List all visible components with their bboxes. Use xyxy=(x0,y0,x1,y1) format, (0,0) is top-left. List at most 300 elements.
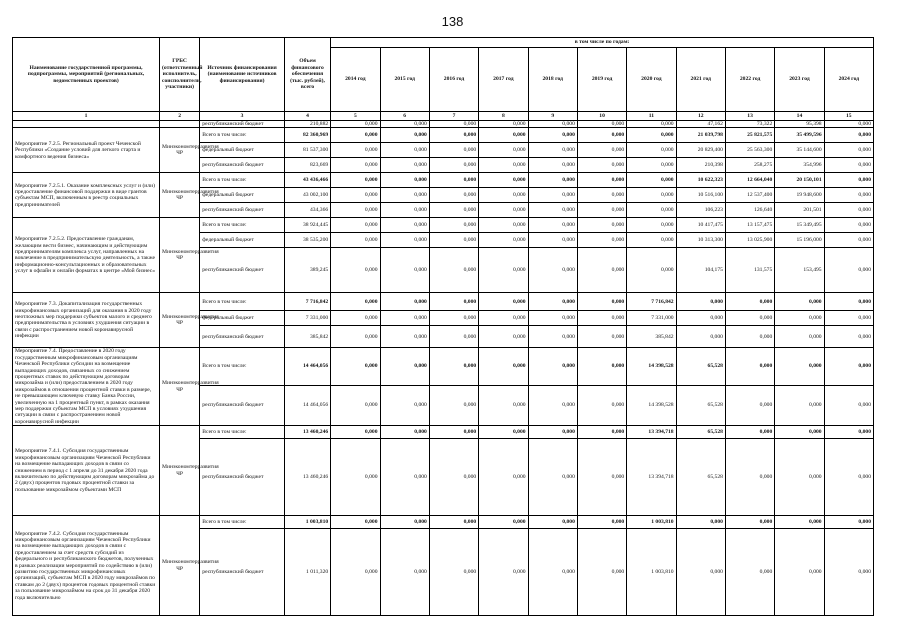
value-cell: 0,000 xyxy=(528,158,577,173)
value-cell: 0,000 xyxy=(429,326,478,348)
budget-table xyxy=(12,37,874,616)
value-cell: 0,000 xyxy=(331,128,380,143)
value-cell: 126,640 xyxy=(725,203,774,218)
value-cell: 0,000 xyxy=(627,248,676,293)
value-cell: 0,000 xyxy=(577,158,626,173)
value-cell: 0,000 xyxy=(676,311,725,326)
value-cell: 0,000 xyxy=(577,439,626,516)
value-cell: 47,162 xyxy=(676,121,725,128)
header-year: 2017 год xyxy=(479,48,528,112)
header-year: 2014 год xyxy=(331,48,380,112)
value-cell: 13 157,475 xyxy=(725,218,774,233)
value-cell: 0,000 xyxy=(577,121,626,128)
value-cell: 0,000 xyxy=(429,385,478,426)
column-number: 10 xyxy=(577,112,626,121)
value-cell: 1 003,810 xyxy=(627,529,676,616)
column-number: 7 xyxy=(429,112,478,121)
value-cell: 0,000 xyxy=(528,203,577,218)
table-row xyxy=(13,516,874,529)
value-cell: 0,000 xyxy=(725,516,774,529)
value-cell: 0,000 xyxy=(627,173,676,188)
value-cell: 35 144,600 xyxy=(775,143,824,158)
grbs-cell: Минэкономтерразвития ЧР xyxy=(160,173,200,218)
column-number: 3 xyxy=(200,112,285,121)
value-cell: 0,000 xyxy=(824,158,873,173)
value-cell: 0,000 xyxy=(824,439,873,516)
value-cell: 15 349,495 xyxy=(775,218,824,233)
header-year: 2020 год xyxy=(627,48,676,112)
value-cell: 0,000 xyxy=(627,158,676,173)
column-number: 5 xyxy=(331,112,380,121)
value-cell: 0,000 xyxy=(380,516,429,529)
value-cell: 65,528 xyxy=(676,439,725,516)
column-number: 9 xyxy=(528,112,577,121)
value-cell: 0,000 xyxy=(528,218,577,233)
value-cell: 0,000 xyxy=(331,426,380,439)
value-cell: 0,000 xyxy=(824,128,873,143)
column-number: 8 xyxy=(479,112,528,121)
table-header xyxy=(13,38,874,121)
activity-name: Мероприятие 7.2.5. Региональный проект Чеченской Республики «Создание условий для легкого старта и комфортного ведения бизнеса» xyxy=(13,128,160,173)
header-grbs: ГРБС (ответственный исполнитель, соисполнители, участники) xyxy=(160,38,200,112)
value-cell: 0,000 xyxy=(429,529,478,616)
value-cell: 12 537,400 xyxy=(725,188,774,203)
value-cell: 14 398,528 xyxy=(627,385,676,426)
value-cell: 12 664,040 xyxy=(725,173,774,188)
total-cell: 823,669 xyxy=(284,158,330,173)
value-cell: 0,000 xyxy=(775,293,824,311)
activity-name: Мероприятие 7.4.2. Субсидия государственным микрофинансовым организациям Чеченской Республики на возмещение выпадающих доходов в связи с предоставлением за счет средств субсидий из федерального и республиканского бюджетов, полученных в рамках реализации мероприятий по содействию в (или) развитию государственных микрофинансовых организаций, субъектам МСП в 2020 году микрозаймов по ставкам до 2 (двух) процентов годовых процентной ставки за пользование микрозаймом на срок до 31 декабря 2020 года включительно xyxy=(13,516,160,616)
grbs-cell xyxy=(160,121,200,128)
source-cell: Всего в том числе: xyxy=(200,128,285,143)
value-cell: 0,000 xyxy=(577,293,626,311)
value-cell: 0,000 xyxy=(824,385,873,426)
value-cell: 0,000 xyxy=(479,385,528,426)
value-cell: 0,000 xyxy=(577,173,626,188)
value-cell: 0,000 xyxy=(331,248,380,293)
value-cell: 0,000 xyxy=(380,203,429,218)
table-row xyxy=(13,348,874,385)
header-year: 2018 год xyxy=(528,48,577,112)
source-cell: республиканский бюджет xyxy=(200,203,285,218)
value-cell: 0,000 xyxy=(429,233,478,248)
value-cell: 0,000 xyxy=(479,311,528,326)
value-cell: 0,000 xyxy=(380,218,429,233)
source-cell: республиканский бюджет xyxy=(200,529,285,616)
value-cell: 0,000 xyxy=(429,426,478,439)
grbs-cell: Минэкономтерразвития ЧР xyxy=(160,218,200,293)
grbs-cell: Минэкономтерразвития ЧР xyxy=(160,426,200,516)
activity-name: Мероприятие 7.2.5.1. Оказание комплексных услуг и (или) предоставление финансовой поддержки в виде грантов субъектам МСП, включенным в реестр социальных предпринимателей xyxy=(13,173,160,218)
table-row xyxy=(13,293,874,311)
value-cell: 0,000 xyxy=(331,516,380,529)
value-cell: 0,000 xyxy=(725,348,774,385)
value-cell: 0,000 xyxy=(528,293,577,311)
value-cell: 0,000 xyxy=(577,348,626,385)
value-cell: 0,000 xyxy=(577,233,626,248)
value-cell: 0,000 xyxy=(824,121,873,128)
value-cell: 0,000 xyxy=(479,203,528,218)
value-cell: 0,000 xyxy=(479,143,528,158)
grbs-cell: Минэкономтерразвития ЧР xyxy=(160,516,200,616)
value-cell: 14 398,528 xyxy=(627,348,676,385)
source-cell: Всего в том числе: xyxy=(200,348,285,385)
table-row-top xyxy=(13,121,874,128)
header-year: 2022 год xyxy=(725,48,774,112)
value-cell: 20 829,400 xyxy=(676,143,725,158)
total-cell: 210,882 xyxy=(284,121,330,128)
value-cell: 0,000 xyxy=(676,529,725,616)
page-number: 138 xyxy=(441,14,464,29)
value-cell: 0,000 xyxy=(331,173,380,188)
value-cell: 0,000 xyxy=(577,128,626,143)
value-cell: 0,000 xyxy=(824,143,873,158)
value-cell: 0,000 xyxy=(725,326,774,348)
grbs-cell: Минэкономтерразвития ЧР xyxy=(160,348,200,426)
value-cell: 0,000 xyxy=(824,326,873,348)
value-cell: 0,000 xyxy=(429,188,478,203)
value-cell: 0,000 xyxy=(577,529,626,616)
total-cell: 82 360,969 xyxy=(284,128,330,143)
source-cell: федеральный бюджет xyxy=(200,233,285,248)
value-cell: 13 394,718 xyxy=(627,439,676,516)
value-cell: 15 196,000 xyxy=(775,233,824,248)
value-cell: 13 394,718 xyxy=(627,426,676,439)
value-cell: 0,000 xyxy=(380,248,429,293)
value-cell: 0,000 xyxy=(528,439,577,516)
header-year: 2023 год xyxy=(775,48,824,112)
value-cell: 25 563,300 xyxy=(725,143,774,158)
value-cell: 0,000 xyxy=(528,143,577,158)
value-cell: 0,000 xyxy=(676,516,725,529)
value-cell: 0,000 xyxy=(528,128,577,143)
column-number: 13 xyxy=(725,112,774,121)
source-cell: республиканский бюджет xyxy=(200,121,285,128)
source-cell: федеральный бюджет xyxy=(200,143,285,158)
value-cell: 7 716,842 xyxy=(627,293,676,311)
source-cell: республиканский бюджет xyxy=(200,326,285,348)
value-cell: 25 821,575 xyxy=(725,128,774,143)
value-cell: 104,175 xyxy=(676,248,725,293)
value-cell: 0,000 xyxy=(577,248,626,293)
value-cell: 0,000 xyxy=(331,348,380,385)
value-cell: 0,000 xyxy=(528,516,577,529)
value-cell: 0,000 xyxy=(528,426,577,439)
value-cell: 0,000 xyxy=(331,218,380,233)
total-cell: 434,366 xyxy=(284,203,330,218)
total-cell: 14 464,056 xyxy=(284,385,330,426)
value-cell: 0,000 xyxy=(380,311,429,326)
table-row xyxy=(13,426,874,439)
value-cell: 10 417,475 xyxy=(676,218,725,233)
value-cell: 0,000 xyxy=(380,143,429,158)
value-cell: 0,000 xyxy=(479,173,528,188)
header-year: 2019 год xyxy=(577,48,626,112)
column-number: 14 xyxy=(775,112,824,121)
value-cell: 0,000 xyxy=(627,121,676,128)
value-cell: 0,000 xyxy=(479,233,528,248)
value-cell: 0,000 xyxy=(775,529,824,616)
value-cell: 0,000 xyxy=(528,385,577,426)
value-cell: 65,528 xyxy=(676,348,725,385)
value-cell: 0,000 xyxy=(775,439,824,516)
value-cell: 0,000 xyxy=(479,516,528,529)
column-number: 15 xyxy=(824,112,873,121)
source-cell: Всего в том числе: xyxy=(200,218,285,233)
value-cell: 0,000 xyxy=(528,311,577,326)
value-cell: 0,000 xyxy=(479,529,528,616)
value-cell: 7 331,000 xyxy=(627,311,676,326)
total-cell: 38 924,445 xyxy=(284,218,330,233)
value-cell: 0,000 xyxy=(775,348,824,385)
value-cell: 0,000 xyxy=(528,248,577,293)
value-cell: 0,000 xyxy=(429,248,478,293)
value-cell: 201,501 xyxy=(775,203,824,218)
value-cell: 0,000 xyxy=(577,311,626,326)
header-by-years: в том числе по годам: xyxy=(331,38,874,48)
value-cell: 0,000 xyxy=(479,188,528,203)
total-cell: 7 716,842 xyxy=(284,293,330,311)
grbs-cell: Минэкономтерразвития ЧР xyxy=(160,128,200,173)
source-cell: Всего в том числе: xyxy=(200,516,285,529)
value-cell: 0,000 xyxy=(725,439,774,516)
value-cell: 0,000 xyxy=(380,188,429,203)
value-cell: 0,000 xyxy=(775,385,824,426)
value-cell: 0,000 xyxy=(429,348,478,385)
value-cell: 0,000 xyxy=(725,385,774,426)
source-cell: республиканский бюджет xyxy=(200,158,285,173)
value-cell: 0,000 xyxy=(331,293,380,311)
source-cell: федеральный бюджет xyxy=(200,188,285,203)
value-cell: 0,000 xyxy=(429,311,478,326)
column-number: 11 xyxy=(627,112,676,121)
value-cell: 0,000 xyxy=(676,326,725,348)
column-number: 6 xyxy=(380,112,429,121)
header-year: 2015 год xyxy=(380,48,429,112)
value-cell: 0,000 xyxy=(479,326,528,348)
value-cell: 385,842 xyxy=(627,326,676,348)
total-cell: 13 460,246 xyxy=(284,426,330,439)
value-cell: 0,000 xyxy=(429,218,478,233)
value-cell: 21 039,798 xyxy=(676,128,725,143)
total-cell: 13 460,246 xyxy=(284,439,330,516)
value-cell: 0,000 xyxy=(429,293,478,311)
table-row xyxy=(13,218,874,233)
value-cell: 0,000 xyxy=(627,218,676,233)
value-cell: 0,000 xyxy=(331,326,380,348)
value-cell: 65,528 xyxy=(676,426,725,439)
value-cell: 0,000 xyxy=(479,218,528,233)
value-cell: 0,000 xyxy=(627,128,676,143)
column-number: 4 xyxy=(284,112,330,121)
value-cell: 0,000 xyxy=(380,158,429,173)
value-cell: 0,000 xyxy=(725,293,774,311)
value-cell: 73,322 xyxy=(725,121,774,128)
value-cell: 0,000 xyxy=(479,248,528,293)
column-number: 1 xyxy=(13,112,160,121)
header-name: Наименование государственной программы, подпрограммы, мероприятий (региональных, ведомственных проектов) xyxy=(13,38,160,112)
source-cell: республиканский бюджет xyxy=(200,248,285,293)
table-row xyxy=(13,173,874,188)
value-cell: 0,000 xyxy=(627,143,676,158)
value-cell: 131,575 xyxy=(725,248,774,293)
grbs-cell: Минэкономтерразвития ЧР xyxy=(160,293,200,348)
total-cell: 389,245 xyxy=(284,248,330,293)
value-cell: 10 516,100 xyxy=(676,188,725,203)
header-source: Источник финансирования (наименование источников финансирования) xyxy=(200,38,285,112)
value-cell: 0,000 xyxy=(429,439,478,516)
value-cell: 0,000 xyxy=(479,293,528,311)
value-cell: 0,000 xyxy=(627,203,676,218)
value-cell: 0,000 xyxy=(380,326,429,348)
value-cell: 0,000 xyxy=(775,426,824,439)
value-cell: 0,000 xyxy=(824,203,873,218)
value-cell: 0,000 xyxy=(725,529,774,616)
total-cell: 81 537,300 xyxy=(284,143,330,158)
value-cell: 0,000 xyxy=(429,203,478,218)
value-cell: 0,000 xyxy=(577,426,626,439)
value-cell: 0,000 xyxy=(528,188,577,203)
value-cell: 258,275 xyxy=(725,158,774,173)
value-cell: 13 025,900 xyxy=(725,233,774,248)
value-cell: 106,223 xyxy=(676,203,725,218)
value-cell: 0,000 xyxy=(331,121,380,128)
value-cell: 0,000 xyxy=(775,516,824,529)
value-cell: 0,000 xyxy=(380,348,429,385)
value-cell: 0,000 xyxy=(824,188,873,203)
value-cell: 0,000 xyxy=(577,203,626,218)
value-cell: 0,000 xyxy=(528,173,577,188)
value-cell: 0,000 xyxy=(577,218,626,233)
source-cell: федеральный бюджет xyxy=(200,311,285,326)
value-cell: 1 003,810 xyxy=(627,516,676,529)
value-cell: 0,000 xyxy=(331,188,380,203)
value-cell: 0,000 xyxy=(627,233,676,248)
table-body xyxy=(13,121,874,616)
total-cell: 38 535,200 xyxy=(284,233,330,248)
value-cell: 95,398 xyxy=(775,121,824,128)
value-cell: 19 948,600 xyxy=(775,188,824,203)
value-cell: 0,000 xyxy=(824,426,873,439)
value-cell: 153,495 xyxy=(775,248,824,293)
value-cell: 0,000 xyxy=(331,439,380,516)
total-cell: 1 011,320 xyxy=(284,529,330,616)
value-cell: 0,000 xyxy=(380,293,429,311)
value-cell: 0,000 xyxy=(380,439,429,516)
source-cell: Всего в том числе: xyxy=(200,426,285,439)
value-cell: 0,000 xyxy=(380,128,429,143)
value-cell: 0,000 xyxy=(627,188,676,203)
value-cell: 0,000 xyxy=(429,121,478,128)
column-number: 12 xyxy=(676,112,725,121)
total-cell: 43 436,466 xyxy=(284,173,330,188)
value-cell: 0,000 xyxy=(429,128,478,143)
value-cell: 0,000 xyxy=(577,385,626,426)
value-cell: 0,000 xyxy=(824,218,873,233)
value-cell: 0,000 xyxy=(676,293,725,311)
value-cell: 0,000 xyxy=(824,173,873,188)
value-cell: 0,000 xyxy=(824,348,873,385)
total-cell: 43 002,100 xyxy=(284,188,330,203)
value-cell: 354,996 xyxy=(775,158,824,173)
activity-name: Мероприятие 7.3. Докапитализация государственных микрофинансовых организаций для оказания в 2020 году неотложных мер поддержки субъектов малого и среднего предпринимательства в условиях ухудшения ситуации в связи с распространением новой коронавирусной инфекции xyxy=(13,293,160,348)
value-cell: 0,000 xyxy=(380,173,429,188)
value-cell: 0,000 xyxy=(824,233,873,248)
activity-name: Мероприятие 7.4.1. Субсидия государственным микрофинансовым организациям Чеченской Республики на возмещение выпадающих доходов в связи со снижением в период с 1 апреля до 31 декабря 2020 года включительно по действующим договорам микрозайма до 2 (двух) процентов годовых процентной ставки за пользование микрозаймом субъектами МСП xyxy=(13,426,160,516)
activity-name: Мероприятие 7.2.5.2. Предоставление гражданам, желающим вести бизнес, начинающим и действующим предпринимателям комплекса услуг, направленных на вовлечение в предпринимательскую деятельность, а также информационно-консультационных и образовательных услуг в офлайн и онлайн форматах в центре «Мой бизнес» xyxy=(13,218,160,293)
value-cell: 0,000 xyxy=(331,158,380,173)
value-cell: 0,000 xyxy=(479,426,528,439)
header-year: 2021 год xyxy=(676,48,725,112)
value-cell: 0,000 xyxy=(380,385,429,426)
activity-name: Мероприятие 7.4. Предоставление в 2020 году государственным микрофинансовым организациям Чеченской Республики субсидии на возмещение выпадающих доходов, связанных со снижением процентных ставок по действующим договорам микрозайма и (или) предоставлением в 2020 году микрозаймов в отношении процентной ставки в размере, не превышающем ключевую ставку Банка России, увеличенную на 1 процентный пункт, в рамках оказания мер поддержки субъектам МСП в условиях ухудшения ситуации в связи с распространением новой коронавирусной инфекции xyxy=(13,348,160,426)
value-cell: 0,000 xyxy=(725,311,774,326)
value-cell: 0,000 xyxy=(528,121,577,128)
value-cell: 0,000 xyxy=(479,128,528,143)
value-cell: 0,000 xyxy=(577,516,626,529)
value-cell: 0,000 xyxy=(380,233,429,248)
total-cell: 1 003,810 xyxy=(284,516,330,529)
value-cell: 0,000 xyxy=(479,439,528,516)
value-cell: 0,000 xyxy=(429,516,478,529)
total-cell: 14 464,056 xyxy=(284,348,330,385)
value-cell: 0,000 xyxy=(380,529,429,616)
value-cell: 10 622,323 xyxy=(676,173,725,188)
value-cell: 0,000 xyxy=(528,529,577,616)
value-cell: 0,000 xyxy=(479,121,528,128)
value-cell: 0,000 xyxy=(577,143,626,158)
source-cell: республиканский бюджет xyxy=(200,439,285,516)
value-cell: 0,000 xyxy=(429,158,478,173)
value-cell: 0,000 xyxy=(824,516,873,529)
value-cell: 0,000 xyxy=(331,203,380,218)
value-cell: 0,000 xyxy=(380,121,429,128)
value-cell: 0,000 xyxy=(577,326,626,348)
value-cell: 0,000 xyxy=(824,529,873,616)
header-total: Объем финансового обеспечения (тыс. рублей), всего xyxy=(284,38,330,112)
value-cell: 0,000 xyxy=(824,293,873,311)
source-cell: Всего в том числе: xyxy=(200,173,285,188)
value-cell: 0,000 xyxy=(528,348,577,385)
total-cell: 7 331,000 xyxy=(284,311,330,326)
value-cell: 0,000 xyxy=(775,326,824,348)
value-cell: 0,000 xyxy=(331,529,380,616)
header-year: 2024 год xyxy=(824,48,873,112)
value-cell: 0,000 xyxy=(331,143,380,158)
total-cell: 385,842 xyxy=(284,326,330,348)
value-cell: 0,000 xyxy=(331,311,380,326)
value-cell: 35 499,596 xyxy=(775,128,824,143)
value-cell: 65,528 xyxy=(676,385,725,426)
name-cell xyxy=(13,121,160,128)
value-cell: 210,398 xyxy=(676,158,725,173)
value-cell: 0,000 xyxy=(429,143,478,158)
value-cell: 10 313,300 xyxy=(676,233,725,248)
value-cell: 0,000 xyxy=(331,233,380,248)
table-row xyxy=(13,128,874,143)
value-cell: 20 150,101 xyxy=(775,173,824,188)
value-cell: 0,000 xyxy=(331,385,380,426)
value-cell: 0,000 xyxy=(824,248,873,293)
value-cell: 0,000 xyxy=(528,326,577,348)
value-cell: 0,000 xyxy=(577,188,626,203)
header-year: 2016 год xyxy=(429,48,478,112)
value-cell: 0,000 xyxy=(479,348,528,385)
value-cell: 0,000 xyxy=(380,426,429,439)
value-cell: 0,000 xyxy=(528,233,577,248)
value-cell: 0,000 xyxy=(479,158,528,173)
value-cell: 0,000 xyxy=(429,173,478,188)
